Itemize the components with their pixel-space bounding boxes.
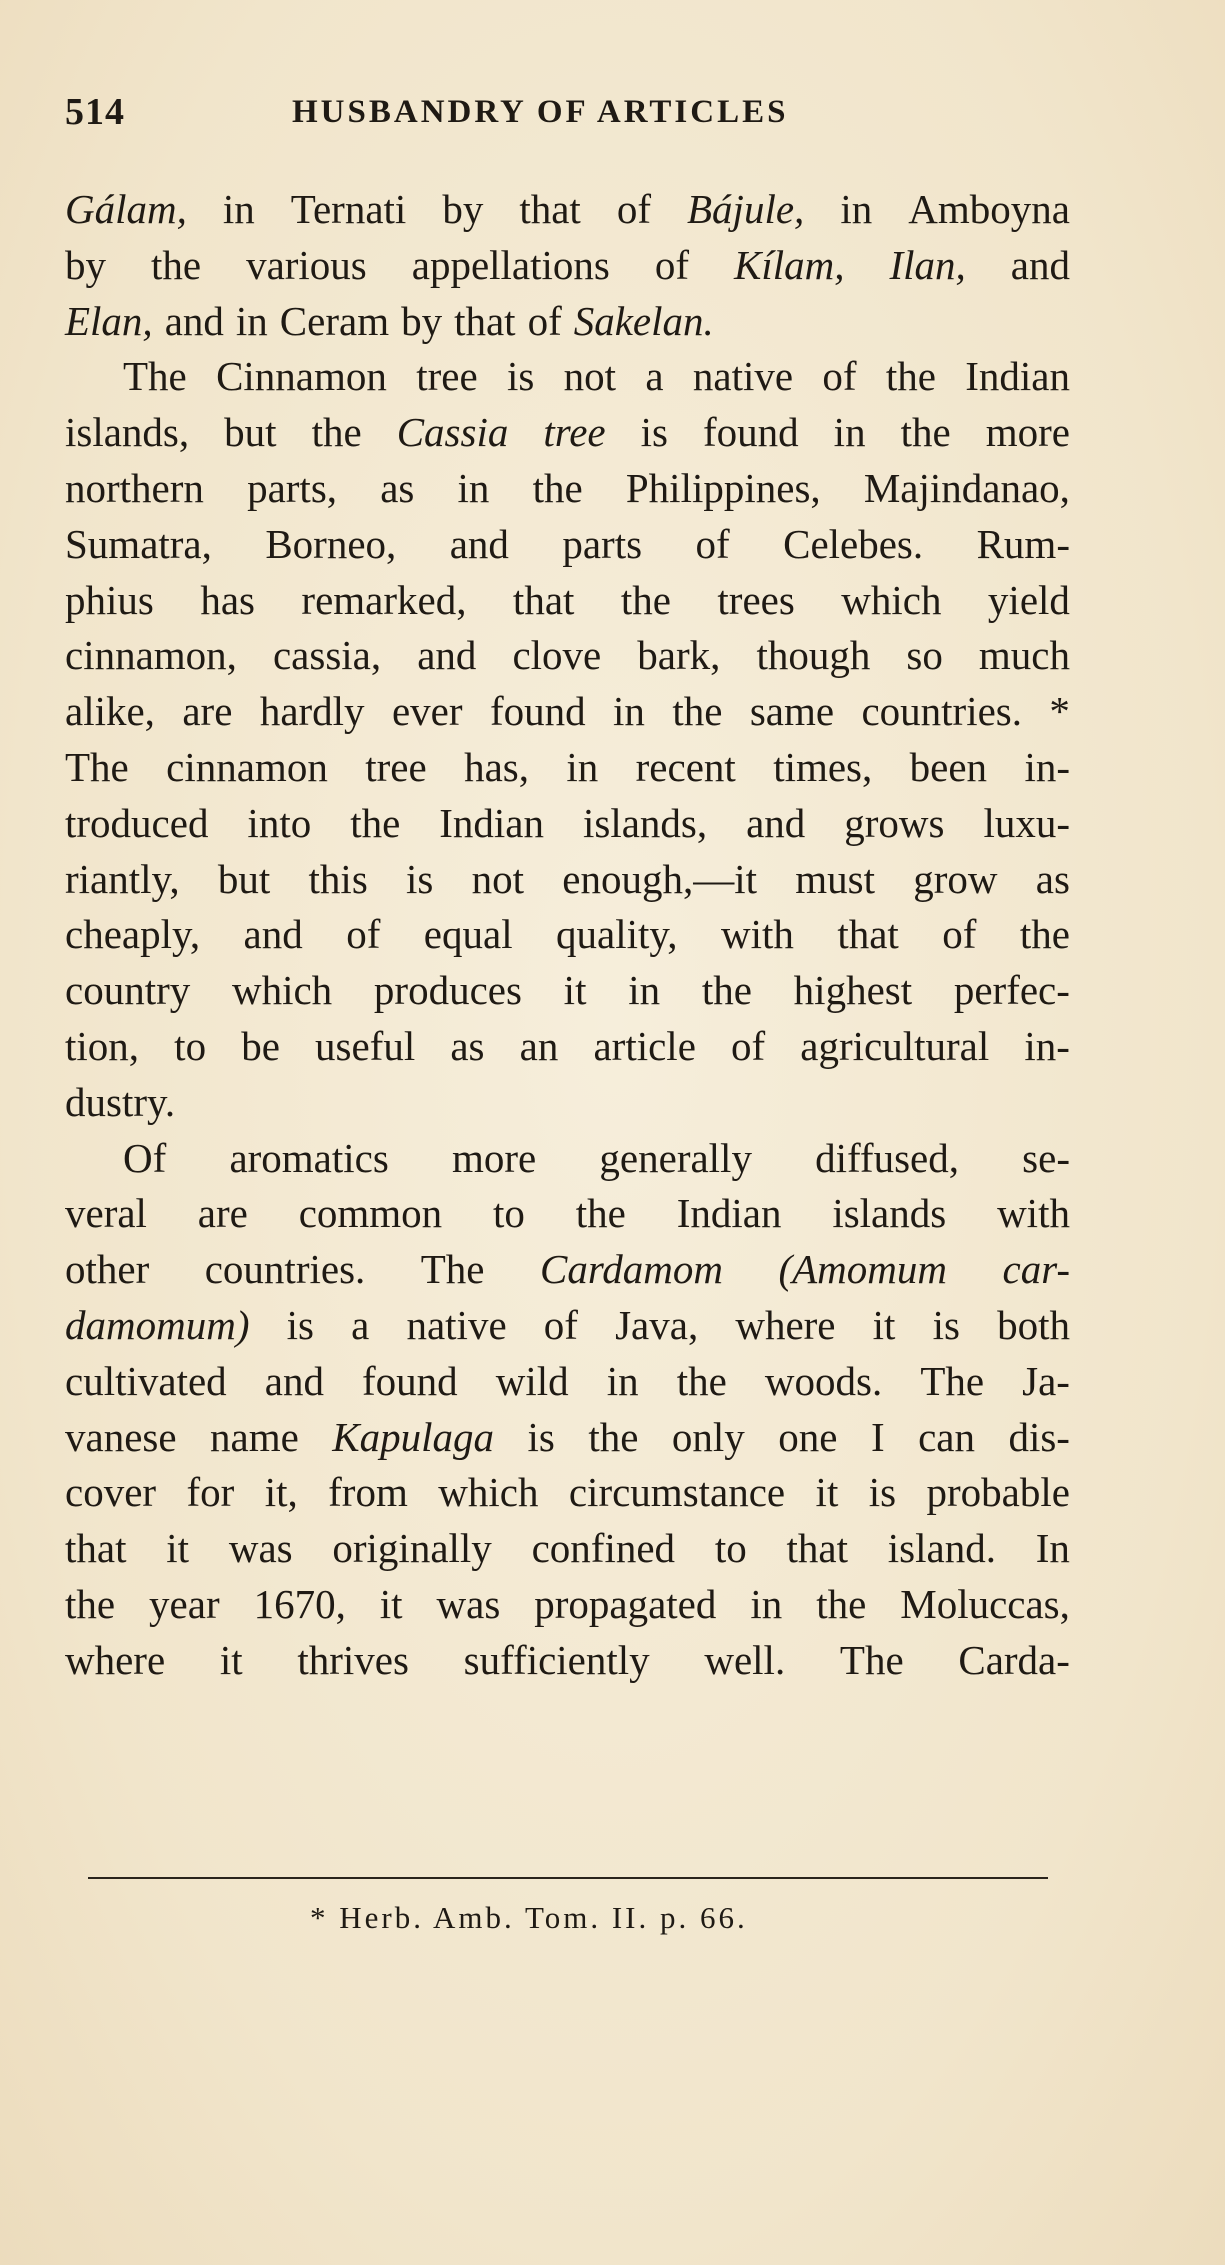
- word: of: [695, 520, 730, 567]
- word: ever: [391, 688, 463, 735]
- word: Ilan,: [889, 241, 966, 288]
- word: in: [613, 688, 645, 735]
- page-header: [65, 90, 1065, 150]
- word: in: [833, 409, 866, 456]
- word: been: [909, 743, 988, 790]
- word: which: [231, 967, 333, 1014]
- word: native: [406, 1301, 507, 1348]
- word: name: [210, 1413, 299, 1460]
- word: the: [816, 1580, 867, 1627]
- word: Java,: [615, 1301, 699, 1348]
- word: the: [676, 1357, 727, 1404]
- word: in: [566, 743, 599, 790]
- word: it: [815, 1469, 839, 1516]
- word: northern: [65, 464, 204, 511]
- word: it: [219, 1636, 243, 1683]
- text-line: [65, 1410, 1070, 1466]
- word: in: [222, 186, 255, 232]
- word: yield: [987, 576, 1070, 623]
- word: dis-: [1008, 1413, 1070, 1460]
- word: probable: [926, 1469, 1070, 1516]
- word: has: [200, 576, 255, 623]
- word: grow: [913, 855, 998, 902]
- word: country: [65, 967, 191, 1014]
- word: found: [489, 688, 586, 735]
- word: of: [543, 1301, 578, 1348]
- text-line: [65, 182, 1070, 238]
- word: useful: [315, 1022, 416, 1069]
- word: diffused,: [815, 1134, 959, 1181]
- word: the: [672, 688, 723, 735]
- word: Elan,: [65, 297, 153, 344]
- word: The: [920, 1357, 985, 1404]
- word: are: [197, 1190, 248, 1237]
- word: the: [588, 1413, 639, 1460]
- word: in-: [1024, 1022, 1070, 1069]
- text-line: [65, 573, 1070, 629]
- word: cinnamon,: [65, 632, 237, 679]
- word: damomum): [65, 1301, 250, 1348]
- page-number: 514: [65, 91, 125, 133]
- word: it: [379, 1580, 403, 1627]
- footnote: * Herb. Amb. Tom. II. p. 66.: [310, 1900, 748, 1935]
- word: cheaply,: [65, 911, 201, 958]
- word: found: [703, 409, 799, 456]
- word: and: [243, 911, 303, 958]
- word: tree: [365, 743, 427, 790]
- word: woods.: [764, 1357, 883, 1404]
- word: not: [563, 353, 617, 400]
- word: in-: [1024, 743, 1070, 790]
- word: found: [362, 1357, 458, 1404]
- word: be: [241, 1022, 280, 1069]
- word: that: [454, 297, 516, 344]
- word: in: [628, 967, 661, 1014]
- body-text: [65, 182, 1070, 1689]
- word: islands,: [65, 409, 190, 456]
- word: from: [328, 1469, 408, 1516]
- word: Majindanao,: [863, 464, 1070, 511]
- word: 1670,: [253, 1580, 346, 1627]
- word: is: [506, 353, 535, 400]
- word: Indian: [676, 1190, 782, 1237]
- word: with: [997, 1190, 1070, 1237]
- word: the: [150, 241, 202, 288]
- word: island.: [887, 1525, 996, 1572]
- word: article: [593, 1022, 696, 1069]
- word: Of: [123, 1134, 167, 1181]
- word: cassia,: [272, 632, 382, 679]
- word: Sakelan.: [573, 297, 714, 344]
- text-line: [65, 1298, 1070, 1354]
- word: and: [264, 1357, 324, 1404]
- word: countries.: [204, 1246, 366, 1293]
- word: of: [346, 911, 381, 958]
- word: quality,: [556, 911, 678, 958]
- text-line: [65, 294, 1070, 350]
- word: but: [217, 855, 271, 902]
- word: appellations: [411, 241, 610, 288]
- word: and: [164, 297, 224, 344]
- word: tion,: [65, 1022, 140, 1069]
- word: circumstance: [568, 1469, 786, 1516]
- word: of: [942, 911, 977, 958]
- text-line: [65, 1633, 1070, 1689]
- word: to: [174, 1022, 207, 1069]
- word: the: [311, 409, 362, 456]
- word: in: [457, 464, 490, 511]
- word: enough,—it: [562, 855, 758, 902]
- text-line: [65, 1242, 1070, 1298]
- word: that: [837, 911, 899, 958]
- word: is: [527, 1413, 555, 1460]
- word: with: [720, 911, 794, 958]
- word: but: [224, 409, 277, 456]
- word: native: [692, 353, 794, 400]
- text-line: [65, 1521, 1070, 1577]
- word: various: [246, 241, 367, 288]
- word: was: [228, 1525, 293, 1572]
- word: so: [906, 632, 943, 679]
- word: only: [671, 1413, 745, 1460]
- word: Cardamom: [540, 1246, 723, 1293]
- word: and: [1010, 241, 1070, 288]
- word: Borneo,: [265, 520, 397, 567]
- word: Sumatra,: [65, 520, 212, 567]
- word: islands,: [582, 799, 708, 846]
- word: riantly,: [65, 855, 180, 902]
- text-line: [65, 852, 1070, 908]
- word: wild: [495, 1357, 569, 1404]
- word: which: [841, 576, 942, 623]
- word: the: [620, 576, 671, 623]
- word: both: [997, 1301, 1070, 1348]
- word: bark,: [637, 632, 721, 679]
- word: Indian: [439, 799, 544, 846]
- word: this: [308, 855, 368, 902]
- text-line: [65, 461, 1070, 517]
- word: in: [235, 297, 268, 344]
- word: it: [166, 1525, 190, 1572]
- text-line: [65, 349, 1070, 405]
- word: and: [449, 520, 509, 567]
- word: as: [380, 464, 415, 511]
- word: se-: [1022, 1134, 1070, 1181]
- word: Ja-: [1022, 1357, 1070, 1404]
- word: islands: [832, 1190, 947, 1237]
- word: Carda-: [958, 1636, 1070, 1683]
- word: Gálam,: [65, 186, 187, 232]
- word: recent: [635, 743, 736, 790]
- word: is: [868, 1469, 897, 1516]
- word: that: [65, 1525, 127, 1572]
- word: cover: [65, 1469, 157, 1516]
- word: much: [978, 632, 1070, 679]
- word: equal: [423, 911, 513, 958]
- word: more: [452, 1134, 537, 1181]
- word: parts,: [247, 464, 338, 511]
- word: more: [985, 409, 1070, 456]
- word: by: [65, 241, 106, 288]
- word: car-: [1002, 1246, 1070, 1293]
- word: Cinnamon: [216, 353, 387, 400]
- footnote-rule: [88, 1877, 1048, 1879]
- word: as: [1035, 855, 1070, 902]
- word: of: [731, 1022, 766, 1069]
- word: confined: [531, 1525, 676, 1572]
- word: Kílam,: [734, 241, 845, 288]
- word: are: [182, 688, 233, 735]
- word: highest: [793, 967, 913, 1014]
- word: Moluccas,: [900, 1580, 1070, 1627]
- word: The: [65, 743, 129, 790]
- text-line: [65, 963, 1070, 1019]
- word: is: [406, 855, 434, 902]
- word: the: [900, 409, 951, 456]
- word: trees: [717, 576, 795, 623]
- word: where: [735, 1301, 836, 1348]
- word: in: [606, 1357, 639, 1404]
- word: cinnamon: [166, 743, 328, 790]
- word: an: [519, 1022, 559, 1069]
- word: The: [420, 1246, 485, 1293]
- word: Philippines,: [625, 464, 821, 511]
- word: the: [532, 464, 583, 511]
- word: other: [65, 1246, 150, 1293]
- word: and: [746, 799, 806, 846]
- word: grows: [844, 799, 945, 846]
- word: *: [1049, 688, 1070, 735]
- word: of: [616, 186, 651, 232]
- word: Indian: [965, 353, 1070, 400]
- text-line: [65, 1465, 1070, 1521]
- word: aromatics: [229, 1134, 389, 1181]
- text-line: [65, 796, 1070, 852]
- text-line: [65, 1019, 1070, 1075]
- word: must: [795, 855, 876, 902]
- word: hardly: [259, 688, 365, 735]
- word: countries.: [861, 688, 1023, 735]
- word: the: [1019, 911, 1070, 958]
- word: one: [778, 1413, 838, 1460]
- word: propagated: [534, 1580, 717, 1627]
- word: troduced: [65, 799, 209, 846]
- word: year: [149, 1580, 220, 1627]
- word: originally: [332, 1525, 492, 1572]
- word: clove: [512, 632, 602, 679]
- word: Ternati: [290, 186, 407, 232]
- word: sufficiently: [463, 1636, 650, 1683]
- word: The: [839, 1636, 904, 1683]
- word: can: [918, 1413, 975, 1460]
- word: was: [436, 1580, 501, 1627]
- word: for: [186, 1469, 235, 1516]
- word: is: [932, 1301, 960, 1348]
- word: Amboyna: [908, 186, 1070, 232]
- word: to: [493, 1190, 525, 1237]
- word: it: [563, 967, 587, 1014]
- word: has,: [464, 743, 529, 790]
- word: of: [527, 297, 562, 344]
- word: the: [575, 1190, 626, 1237]
- word: same: [749, 688, 835, 735]
- word: luxu-: [983, 799, 1070, 846]
- word: of: [654, 241, 690, 288]
- word: that: [512, 576, 575, 623]
- word: Rum-: [976, 520, 1070, 567]
- word: a: [645, 353, 664, 400]
- word: the: [701, 967, 752, 1014]
- word: tree: [543, 409, 606, 456]
- word: Celebes.: [783, 520, 924, 567]
- word: by: [401, 297, 443, 344]
- word: remarked,: [301, 576, 467, 623]
- word: as: [450, 1022, 485, 1069]
- word: tree: [416, 353, 478, 400]
- word: cultivated: [65, 1357, 227, 1404]
- word: phius: [65, 576, 154, 623]
- word: where: [65, 1636, 166, 1683]
- word: perfec-: [953, 967, 1070, 1014]
- word: common: [298, 1190, 443, 1237]
- word: alike,: [65, 688, 155, 735]
- text-line: [65, 1577, 1070, 1633]
- word: in: [840, 186, 873, 232]
- word: of: [822, 353, 857, 400]
- word: the: [350, 799, 401, 846]
- word: In: [1035, 1525, 1070, 1572]
- text-line: [65, 628, 1070, 684]
- word: Kapulaga: [332, 1413, 495, 1460]
- word: it: [872, 1301, 896, 1348]
- word: that: [519, 186, 581, 232]
- word: is: [286, 1301, 314, 1348]
- word: though: [756, 632, 871, 679]
- word: a: [351, 1301, 370, 1348]
- running-head: HUSBANDRY OF ARTICLES: [292, 94, 789, 130]
- text-line: [65, 238, 1070, 294]
- word: veral: [65, 1190, 147, 1237]
- word: the: [65, 1580, 116, 1627]
- text-line: [65, 907, 1070, 963]
- word: not: [471, 855, 525, 902]
- word: the: [885, 353, 936, 400]
- word: times,: [773, 743, 873, 790]
- word: well.: [704, 1636, 786, 1683]
- word: is: [640, 409, 668, 456]
- text-line: [65, 517, 1070, 573]
- word: by: [442, 186, 484, 232]
- word: (Amomum: [778, 1246, 948, 1293]
- text-line: [65, 405, 1070, 461]
- text-line: [65, 1131, 1070, 1187]
- word: Ceram: [279, 297, 390, 344]
- text-line: [65, 1354, 1070, 1410]
- word: vanese: [65, 1413, 177, 1460]
- word: The: [123, 353, 187, 400]
- word: and: [417, 632, 477, 679]
- word: into: [247, 799, 312, 846]
- word: it,: [264, 1469, 298, 1516]
- word: Cassia: [396, 409, 509, 456]
- text-line: [65, 1075, 1070, 1131]
- word: in: [750, 1580, 783, 1627]
- word: to: [714, 1525, 747, 1572]
- word: dustry.: [65, 1078, 176, 1125]
- text-line: [65, 740, 1070, 796]
- word: I: [870, 1413, 885, 1460]
- word: produces: [373, 967, 522, 1014]
- text-line: [65, 684, 1070, 740]
- text-line: [65, 1186, 1070, 1242]
- word: thrives: [297, 1636, 409, 1683]
- word: which: [438, 1469, 539, 1516]
- word: Bájule,: [687, 186, 805, 232]
- word: agricultural: [800, 1022, 990, 1069]
- word: parts: [562, 520, 643, 567]
- word: generally: [599, 1134, 752, 1181]
- word: that: [786, 1525, 848, 1572]
